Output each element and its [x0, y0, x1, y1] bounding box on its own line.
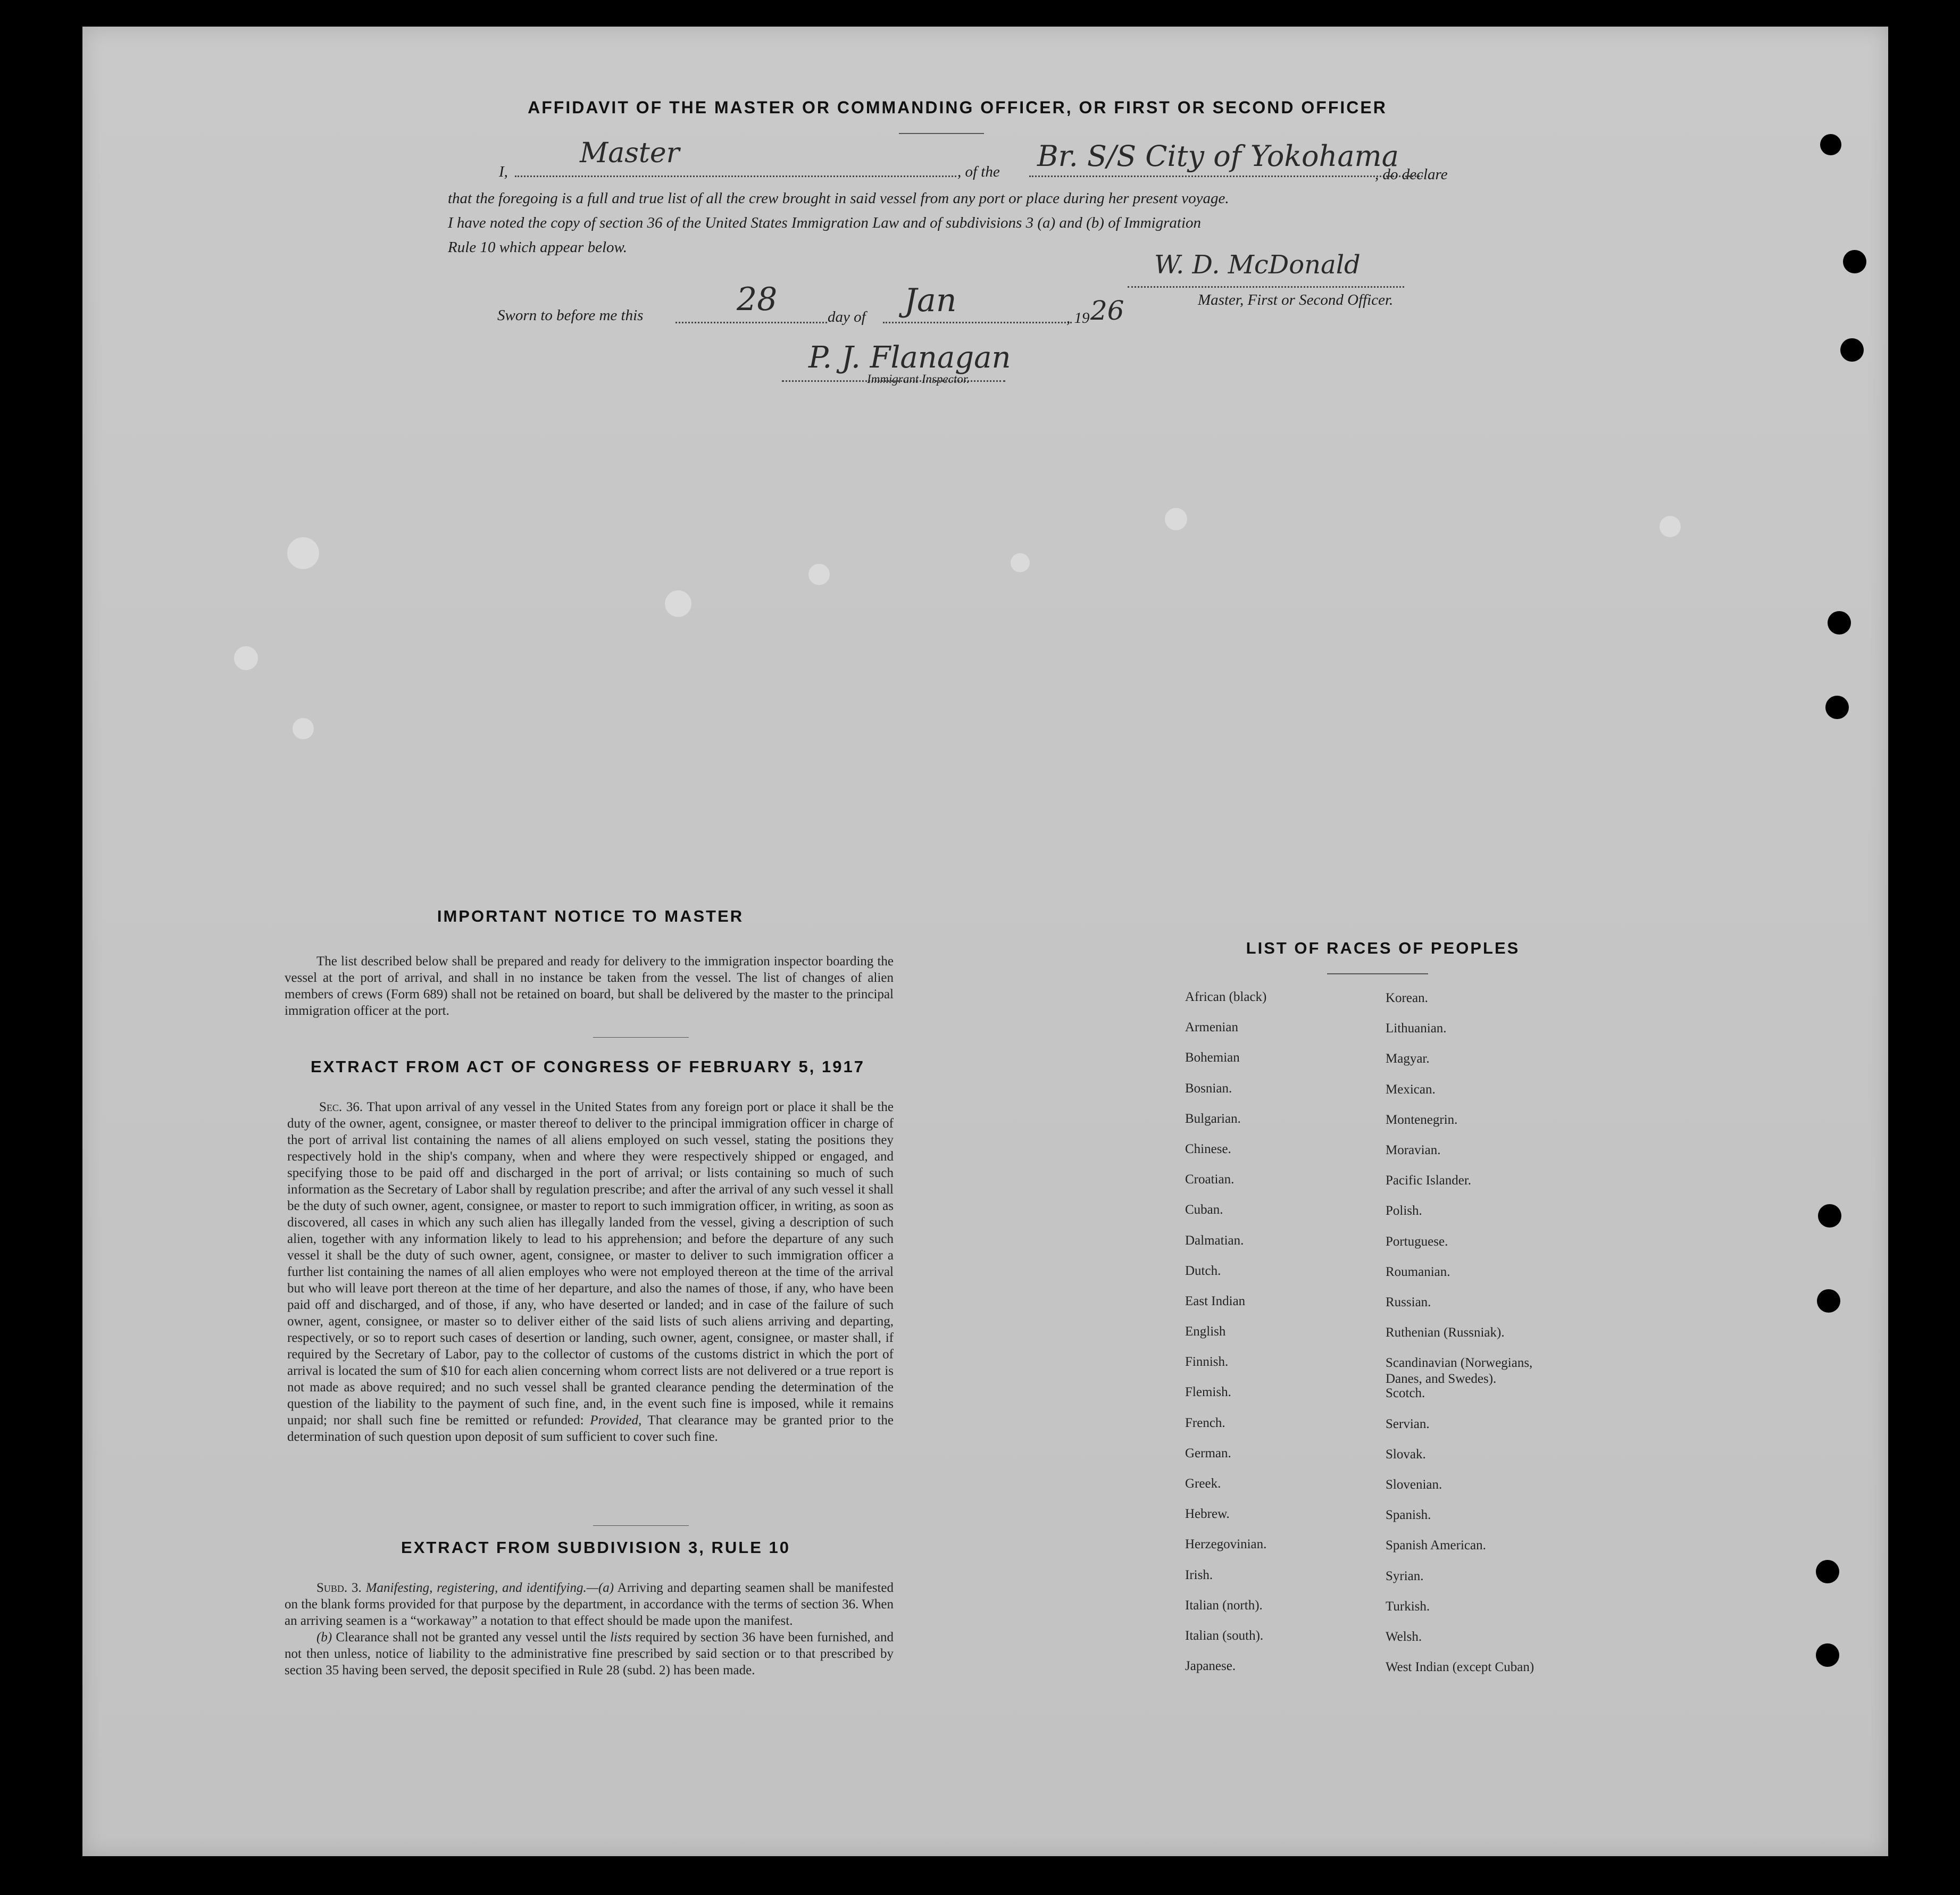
paper-stain	[287, 537, 319, 569]
race-item: Montenegrin.	[1386, 1112, 1458, 1127]
race-item: Bulgarian.	[1185, 1111, 1241, 1126]
race-item: Welsh.	[1386, 1629, 1422, 1644]
race-item: East Indian	[1185, 1293, 1246, 1308]
race-item: Scandinavian (Norwegians, Danes, and Swedes).	[1386, 1356, 1533, 1387]
extract-act-text	[287, 1099, 894, 1445]
paper-stain	[234, 646, 258, 670]
race-item: Syrian.	[1386, 1568, 1424, 1583]
race-item: Korean.	[1386, 991, 1428, 1005]
inspector-signature: P. J. Flanagan	[808, 340, 1011, 375]
affidavit-body-line: Rule 10 which appear below.	[448, 239, 627, 256]
affidavit-line1-suffix: , do declare	[1375, 166, 1448, 183]
extract-act-title: EXTRACT FROM ACT OF CONGRESS OF FEBRUARY 5, 1917	[311, 1057, 865, 1076]
paper-stain	[1011, 553, 1030, 572]
races-left-column	[1185, 989, 1377, 1689]
race-item: West Indian (except Cuban)	[1386, 1660, 1534, 1675]
race-item: Bosnian.	[1185, 1081, 1232, 1096]
race-item: Dutch.	[1185, 1263, 1221, 1278]
race-item: French.	[1185, 1415, 1225, 1430]
paper-stain	[808, 564, 830, 585]
paper-stain	[1165, 508, 1187, 530]
affidavit-line1-of-the: , of the	[957, 163, 1000, 180]
race-item: Finnish.	[1185, 1355, 1229, 1370]
subd-label: Subd. 3.	[316, 1581, 362, 1595]
race-item: Croatian.	[1185, 1172, 1235, 1187]
affidavit-line1-prefix: I,	[499, 163, 508, 180]
fill-line	[675, 322, 827, 323]
race-item: Polish.	[1386, 1204, 1422, 1218]
races-right-column	[1386, 990, 1609, 1690]
race-item: Irish.	[1185, 1567, 1213, 1582]
race-item: Turkish.	[1386, 1599, 1430, 1614]
sec-text-end: That clearance may be granted prior to the determination of such question upon deposit of sum sufficient to cover such fine.	[287, 1413, 894, 1444]
punch-hole	[1816, 1643, 1839, 1667]
affidavit-body-line: that the foregoing is a full and true list of all the crew brought in said vessel from any port or place during her present voyage.	[448, 190, 1229, 207]
sec-label: Sec. 36.	[319, 1100, 363, 1114]
fill-line	[1029, 176, 1423, 177]
punch-hole	[1843, 250, 1866, 273]
para-b-2: required by section 36 have been furnished, and not then unless, notice of liability to the administrative fine prescribed by said section or to that prescribed by section 35 having been served, the deposit specified in Rule 28 (subd. 2) has been made.	[285, 1630, 894, 1677]
race-item: Lithuanian.	[1386, 1021, 1447, 1036]
race-item: Spanish.	[1386, 1508, 1431, 1523]
race-item: Moravian.	[1386, 1142, 1441, 1157]
fill-line	[1128, 286, 1404, 288]
race-item: Herzegovinian.	[1185, 1537, 1267, 1552]
master-signature: W. D. McDonald	[1154, 250, 1361, 280]
race-item: Portuguese.	[1386, 1234, 1448, 1249]
race-item: Italian (north).	[1185, 1598, 1263, 1613]
race-item: Flemish.	[1185, 1385, 1231, 1400]
notice-text	[285, 953, 894, 1019]
sec-text: That upon arrival of any vessel in the United States from any foreign port or place it shall be the duty of the owner, agent, consignee, or master thereof to deliver to the principal immigration officer in charge of the port of arrival list containing the names of all aliens employed on such vessel, stating the positions they respectively hold in the ship's company, when and where they were respectively shipped or engaged, and specifying those to be paid off and discharged in the port of arrival; or lists containing so much of such information as the Secretary of Labor shall by regulation prescribe; and after the arrival of any such vessel it shall be the duty of such owner, agent, consignee, or master to report to such immigration officer, in writing, as soon as discovered, all cases in which any such alien has illegally landed from the vessel, giving a description of such alien, together with any information likely to lead to his apprehension; and before the departure of any such vessel it shall be the duty of such owner, agent, consignee, or master to deliver to such immigration officer a further list containing the names of all alien employes who were not employed thereon at the time of the arrival but who will leave port thereon at the time of her departure, and also the names of those, if any, who have been paid off and discharged, and of those, if any, who have deserted or landed; and in case of the failure of such owner, agent, consignee, or master so to deliver either of the said lists of such aliens arriving and departing, respectively, or so to report such cases of desertion or landing, such owner, agent, consignee, or master shall, if required by the Secretary of Labor, pay to the collector of customs of the customs district in which the port of arrival is located the sum of $10 for each alien concerning whom correct lists are not delivered or a true report is not made as above required; and no such vessel shall be granted clearance pending the determination of the question of the liability to the payment of such fine, and, in the event such fine is imposed, while it remains unpaid; nor shall such fine be remitted or refunded:	[287, 1100, 894, 1427]
race-item: German.	[1185, 1446, 1231, 1460]
paper-stain	[1659, 516, 1681, 537]
subd-heading: Manifesting, registering, and identifying.—(a)	[365, 1581, 614, 1595]
race-item: Scotch.	[1386, 1386, 1425, 1401]
punch-hole	[1818, 1204, 1841, 1228]
race-item: English	[1185, 1324, 1226, 1339]
handwritten-day: 28	[737, 281, 778, 318]
race-item: Spanish American.	[1386, 1538, 1486, 1553]
races-title: LIST OF RACES OF PEOPLES	[1246, 939, 1520, 957]
race-item: Hebrew.	[1185, 1507, 1230, 1522]
race-item: Japanese.	[1185, 1659, 1236, 1674]
handwritten-name: Master	[580, 137, 680, 169]
inspector-caption: Immigrant Inspector.	[867, 372, 970, 386]
notice-title: IMPORTANT NOTICE TO MASTER	[437, 907, 744, 925]
affidavit-body-line: I have noted the copy of section 36 of the United States Immigration Law and of subdivisions 3 (a) and (b) of Immigration	[448, 214, 1202, 231]
divider	[593, 1525, 689, 1526]
handwritten-year: 26	[1090, 295, 1124, 326]
para-b-1: Clearance shall not be granted any vessel until the	[336, 1630, 606, 1644]
b-label: (b)	[316, 1630, 332, 1644]
master-caption: Master, First or Second Officer.	[1198, 291, 1394, 308]
race-item: Dalmatian.	[1185, 1233, 1244, 1248]
race-item: African (black)	[1185, 990, 1267, 1004]
divider	[593, 1037, 689, 1038]
notice-paragraph: The list described below shall be prepared and ready for delivery to the immigration inspector boarding the vessel at the port of arrival, and shall in no instance be taken from the vessel. The list of changes of alien members of crews (Form 689) shall not be retained on board, but shall be delivered by the master to the principal immigration officer at the port.	[285, 954, 894, 1018]
punch-hole	[1816, 1560, 1839, 1583]
para-b-lists: lists	[610, 1630, 632, 1644]
race-item: Bohemian	[1185, 1050, 1240, 1065]
punch-hole	[1840, 338, 1864, 362]
provided-word: Provided,	[590, 1413, 642, 1427]
day-of: day of	[828, 308, 866, 325]
race-item: Russian.	[1386, 1295, 1431, 1309]
handwritten-month: Jan	[904, 282, 957, 319]
handwritten-vessel: Br. S/S City of Yokohama	[1037, 139, 1399, 173]
sworn-prefix: Sworn to before me this	[497, 307, 644, 324]
punch-hole	[1817, 1289, 1840, 1313]
year-prefix: , 19	[1066, 310, 1090, 327]
extract-rule-title: EXTRACT FROM SUBDIVISION 3, RULE 10	[401, 1538, 790, 1557]
punch-hole	[1828, 611, 1851, 635]
paper-stain	[293, 718, 314, 739]
race-item: Servian.	[1386, 1416, 1430, 1431]
extract-rule-text	[285, 1580, 894, 1679]
race-item: Slovenian.	[1386, 1477, 1442, 1492]
race-item: Pacific Islander.	[1386, 1173, 1472, 1188]
race-item: Ruthenian (Russniak).	[1386, 1325, 1505, 1340]
para-a: Arriving and departing seamen shall be manifested on the blank forms provided for that purpose by the department, in accordance with the terms of section 36. When an arriving seamen is a “workaway” a notation to that effect should be made upon the manifest.	[285, 1581, 894, 1628]
race-item: Italian (south).	[1185, 1628, 1264, 1643]
race-item: Armenian	[1185, 1020, 1238, 1035]
fill-line	[515, 176, 956, 177]
race-item: Magyar.	[1386, 1051, 1430, 1066]
divider	[899, 133, 984, 134]
fill-line	[883, 322, 1072, 323]
paper-stain	[665, 590, 691, 617]
race-item: Chinese.	[1185, 1141, 1231, 1156]
affidavit-title: AFFIDAVIT OF THE MASTER OR COMMANDING OFFICER, OR FIRST OR SECOND OFFICER	[528, 98, 1387, 117]
divider	[1327, 973, 1428, 974]
punch-hole	[1825, 696, 1849, 719]
race-item: Greek.	[1185, 1476, 1221, 1491]
race-item: Roumanian.	[1386, 1264, 1450, 1279]
race-item: Mexican.	[1386, 1082, 1436, 1097]
race-item: Slovak.	[1386, 1447, 1426, 1462]
race-item: Cuban.	[1185, 1203, 1223, 1217]
punch-hole	[1820, 134, 1841, 155]
